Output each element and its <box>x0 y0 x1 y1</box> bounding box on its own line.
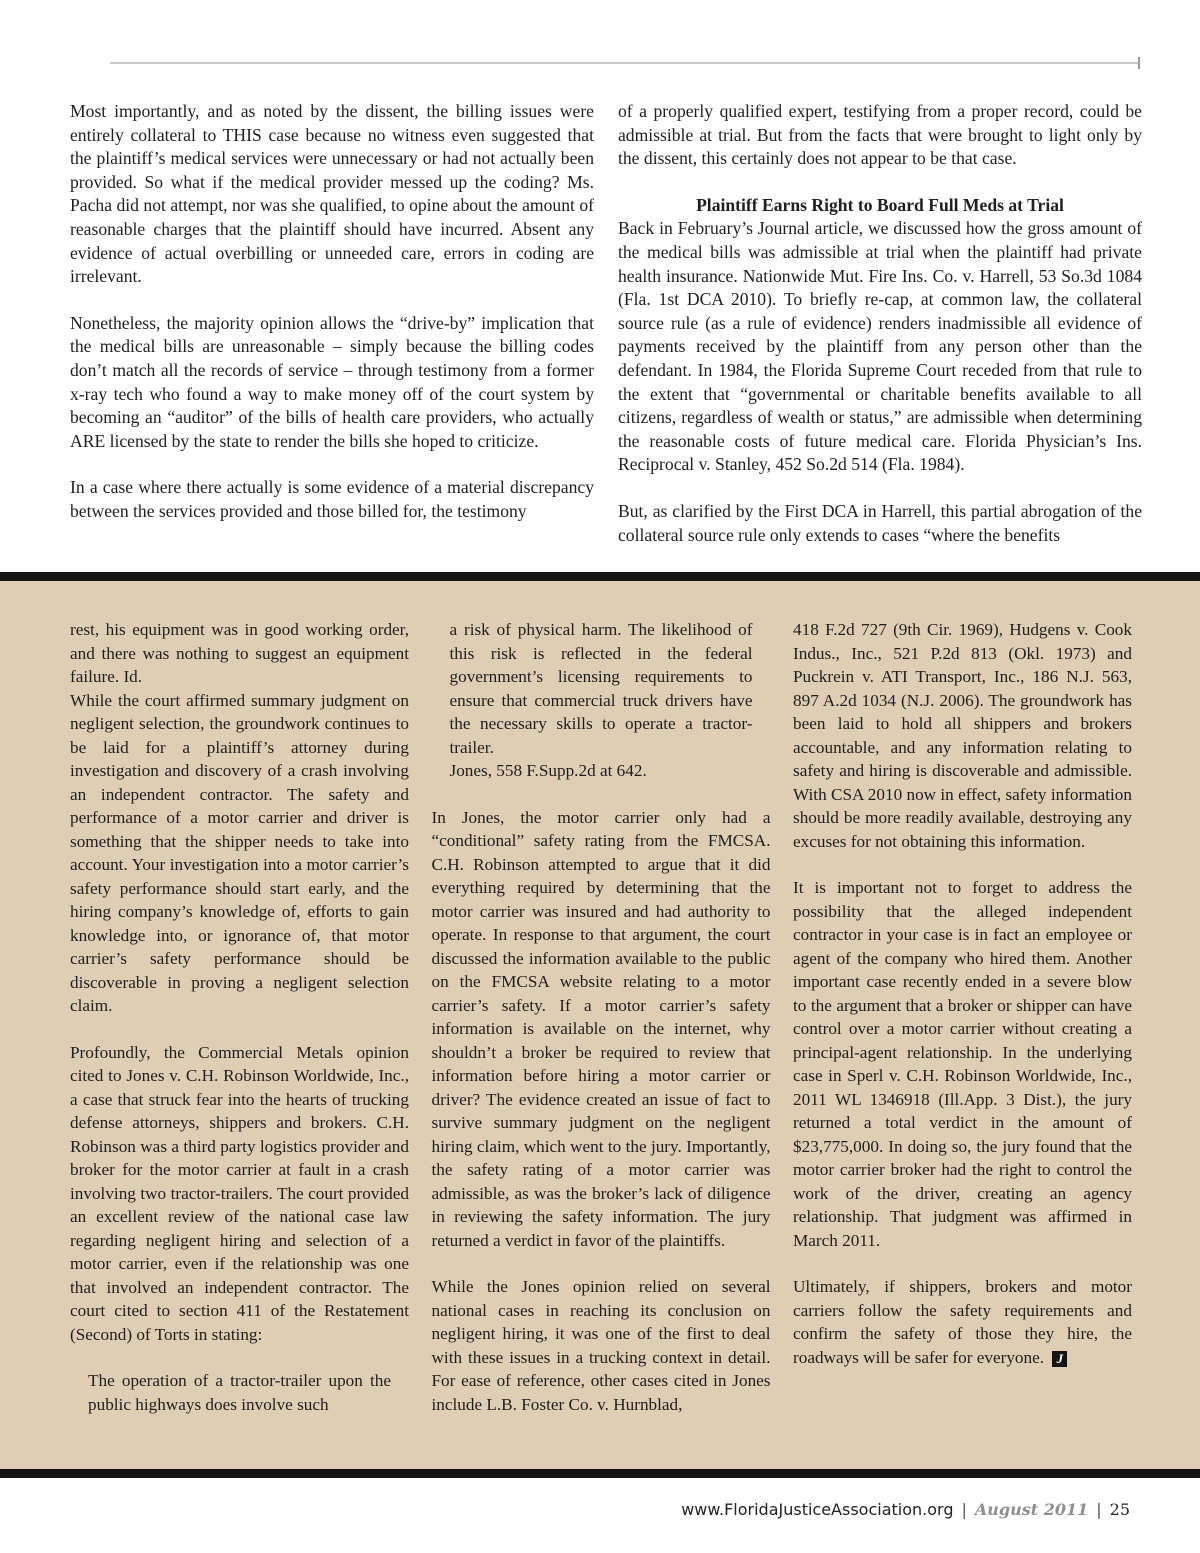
upper-left-column <box>70 100 594 570</box>
section-heading: Plaintiff Earns Right to Board Full Meds at Trial <box>696 194 1064 215</box>
footer-separator: | <box>1096 1500 1102 1519</box>
paragraph: 418 F.2d 727 (9th Cir. 1969), Hudgens v. Cook Indus., Inc., 521 P.2d 813 (Okl. 1973) and Puckrein v. ATI Transport, Inc., 186 N.J. 563, 897 A.2d 1034 (N.J. 2006). The groundwork has been laid to hold all shippers and brokers accountable, and any information relating to safety and hiring is discoverable and admissible. With CSA 2010 now in effect, safety information should be more readily available, destroying any excuses for not obtaining this information. <box>793 620 1132 851</box>
end-mark-icon: J <box>1052 1351 1067 1367</box>
paragraph: In a case where there actually is some evidence of a material discrepancy between the services provided and those billed for, the testimony <box>70 477 594 521</box>
lower-article <box>70 618 1132 1439</box>
lower-column-2 <box>432 618 771 1439</box>
paragraph: In Jones, the motor carrier only had a “conditional” safety rating from the FMCSA. C.H. Robinson attempted to argue that it did everything required by determining that the motor carrier was insured and had authority to operate. In response to that argument, the court discussed the information available to the public on the FMCSA website relating to a motor carrier’s safety. If a motor carrier’s safety information is available on the internet, why shouldn’t a broker be required to review that information before hiring a motor carrier or driver? The evidence created an issue of fact to survive summary judgment on the negligent hiring claim, which went to the jury. Importantly, the safety rating of a motor carrier was admissible, as was the broker’s lack of diligence in reviewing the safety information. The jury returned a verdict in favor of the plaintiffs. <box>431 807 771 1250</box>
paragraph-text: Ultimately, if shippers, brokers and motor carriers follow the safety requirements and confirm the safety of those they hire, the roadways will be safer for everyone. <box>793 1277 1132 1367</box>
paragraph: But, as clarified by the First DCA in Harrell, this partial abrogation of the collateral source rule only extends to cases “where the benefits <box>618 500 1142 545</box>
paragraph: While the court affirmed summary judgment on negligent selection, the groundwork continues to be laid for a plaintiff’s attorney during investigation and discovery of a crash involving an independent contractor. The safety and performance of a motor carrier and driver is something that the shipper needs to take into account. Your investigation into a motor carrier’s safety performance should start early, and the hiring company’s knowledge of, efforts to gain knowledge into, or ignorance of, that motor carrier’s safety performance should be discoverable in proving a negligent selection claim. <box>70 690 409 1015</box>
block-quote: a risk of physical harm. The likelihood of this risk is reflected in the federal government’s licensing requirements to ensure that commercial truck drivers have the necessary skills to operate a tractor-trailer. <box>449 620 753 757</box>
page-number: 25 <box>1109 1500 1130 1519</box>
top-rule <box>110 62 1140 64</box>
paragraph: rest, his equipment was in good working order, and there was nothing to suggest an equipment failure. Id. <box>70 620 409 686</box>
block-quote: The operation of a tractor-trailer upon the public highways does involve such <box>88 1371 391 1414</box>
paragraph: of a properly qualified expert, testifying from a proper record, could be admissible at trial. But from the facts that were brought to light only by the dissent, this certainly does not appear to be that case. <box>618 101 1142 169</box>
issue-date: August 2011 <box>974 1500 1089 1519</box>
paragraph <box>793 1275 1132 1369</box>
lower-column-1 <box>70 618 409 1439</box>
paragraph: Most importantly, and as noted by the dissent, the billing issues were entirely collateral to THIS case because no witness even suggested that the plaintiff’s medical services were unnecessary or had not actually been provided. So what if the medical provider messed up the coding? Ms. Pacha did not attempt, nor was she qualified, to opine about the amount of reasonable charges that the plaintiff should have incurred. Absent any evidence of actual overbilling or unneeded care, errors in coding are irrelevant. <box>70 101 594 287</box>
website-url[interactable]: www.FloridaJusticeAssociation.org <box>681 1500 954 1519</box>
page-footer <box>681 1500 1130 1519</box>
paragraph: Nonetheless, the majority opinion allows the “drive-by” implication that the medical bills are unreasonable – simply because the billing codes don’t match all the records of service – through testimony from a former x-ray tech who found a way to make money off of the court system by becoming an “auditor” of the bills of health care providers, who actually ARE licensed by the state to render the bills she hoped to criticize. <box>70 312 594 451</box>
footer-separator: | <box>961 1500 967 1519</box>
top-rule-tick <box>1138 57 1140 69</box>
paragraph: While the Jones opinion relied on several national cases in reaching its conclusion on negligent hiring, it was one of the first to deal with these issues in a trucking context in detail. For ease of reference, other cases cited in Jones include L.B. Foster Co. v. Hurnblad, <box>431 1277 771 1414</box>
lower-column-3 <box>793 618 1132 1439</box>
paragraph: Back in February’s Journal article, we discussed how the gross amount of the medical bills was admissible at trial when the plaintiff had private health insurance. Nationwide Mut. Fire Ins. Co. v. Harrell, 53 So.3d 1084 (Fla. 1st DCA 2010). To briefly re-cap, at common law, the collateral source rule (as a rule of evidence) renders inadmissible all evidence of payments received by the plaintiff from any person other than the defendant. In 1984, the Florida Supreme Court receded from that rule to the extent that “governmental or charitable benefits available to all citizens, regardless of wealth or status,” are admissible when determining the reasonable costs of future medical care. Florida Physician’s Ins. Reciprocal v. Stanley, 452 So.2d 514 (Fla. 1984). <box>618 218 1142 475</box>
paragraph: It is important not to forget to address the possibility that the alleged independent contractor in your case is in fact an employee or agent of the company who hired them. Another important case recently ended in a severe blow to the argument that a broker or shipper can have control over a motor carrier without creating a principal-agent relationship. In the underlying case in Sperl v. C.H. Robinson Worldwide, Inc., 2011 WL 1346918 (Ill.App. 3 Dist.), the jury returned a total verdict in the amount of $23,775,000. In doing so, the jury found that the motor carrier broker had the right to control the work of the driver, creating an agency relationship. That judgment was affirmed in March 2011. <box>793 878 1132 1250</box>
upper-article <box>70 100 1142 570</box>
paragraph: Profoundly, the Commercial Metals opinion cited to Jones v. C.H. Robinson Worldwide, Inc., a case that struck fear into the hearts of trucking defense attorneys, shippers and brokers. C.H. Robinson was a third party logistics provider and broker for the motor carrier at fault in a crash involving two tractor-trailers. The court provided an excellent review of the national case law regarding negligent hiring and selection of a motor carrier, even if the relationship was one that involved an independent contractor. The court cited to section 411 of the Restatement (Second) of Torts in stating: <box>70 1042 409 1344</box>
upper-right-column <box>618 100 1142 570</box>
quote-citation: Jones, 558 F.Supp.2d at 642. <box>449 761 647 780</box>
